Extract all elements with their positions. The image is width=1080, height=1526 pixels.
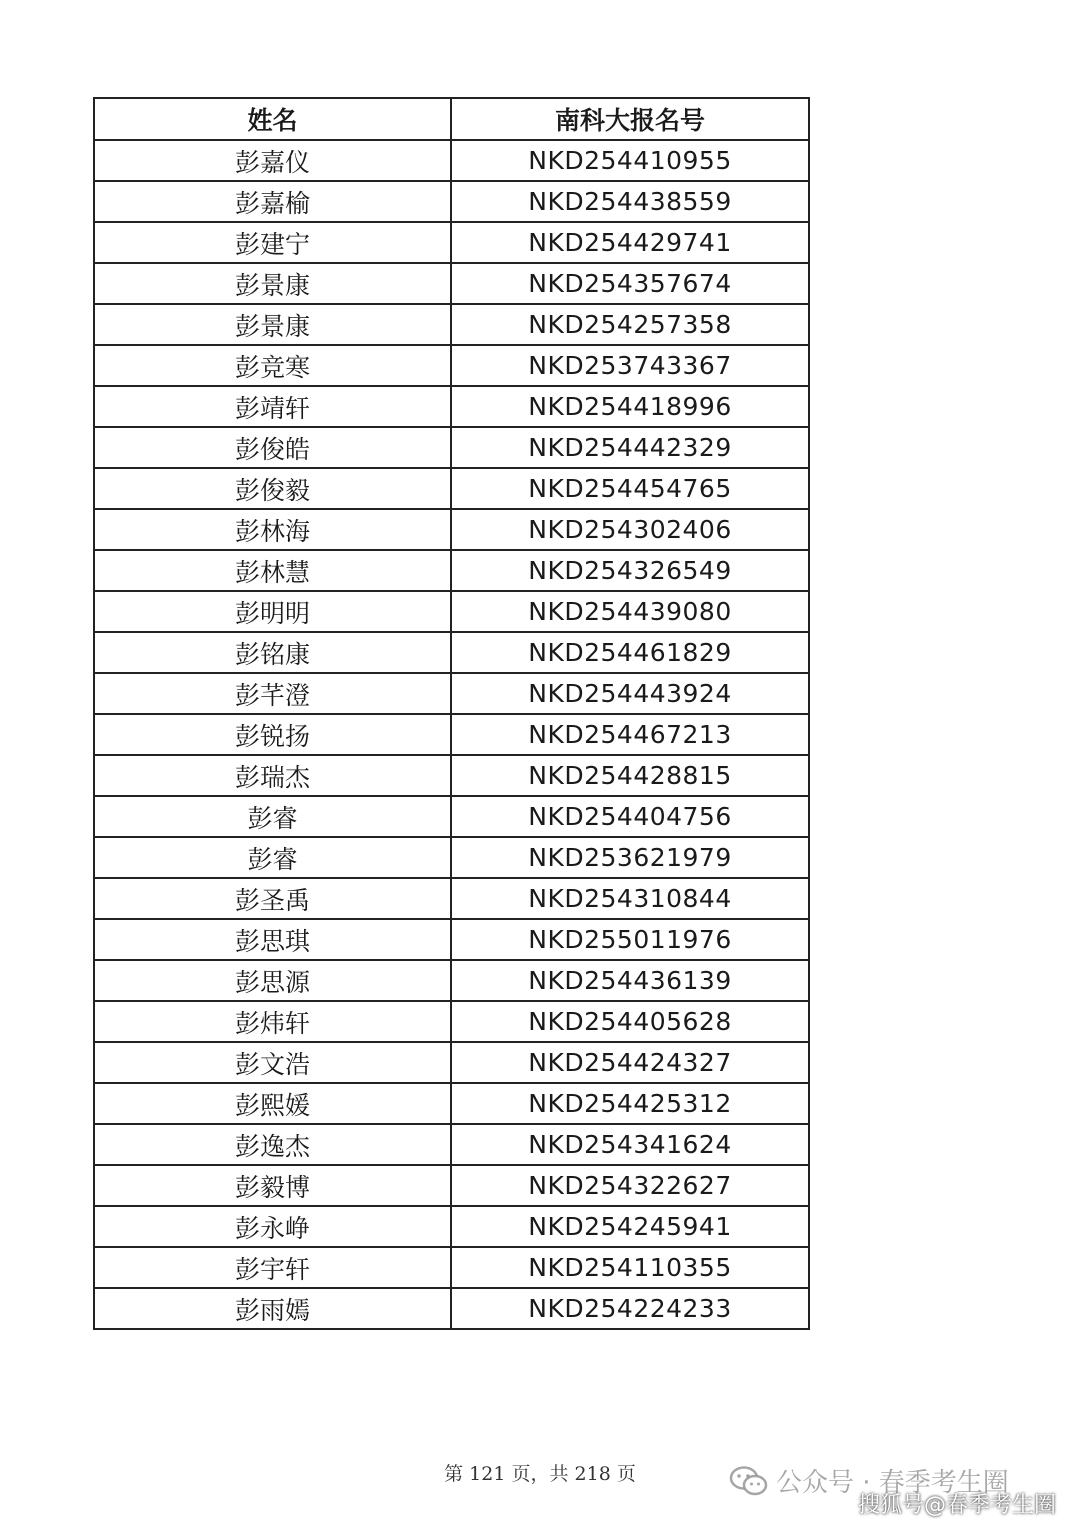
page-number: 第 121 页，共 218 页 <box>444 1463 636 1485</box>
name-cell: 彭圣禹 <box>94 878 451 919</box>
registration-number-cell: NKD254245941 <box>451 1206 809 1247</box>
table-row <box>94 304 809 345</box>
table-row <box>94 1288 809 1329</box>
table-row <box>94 263 809 304</box>
registration-number-cell: NKD254429741 <box>451 222 809 263</box>
registration-number-cell: NKD254322627 <box>451 1165 809 1206</box>
table-row <box>94 181 809 222</box>
name-cell: 彭明明 <box>94 591 451 632</box>
name-cell: 彭竞寒 <box>94 345 451 386</box>
table-row <box>94 1001 809 1042</box>
table-row <box>94 550 809 591</box>
table-row <box>94 509 809 550</box>
name-cell: 彭思源 <box>94 960 451 1001</box>
registration-number-cell: NKD254436139 <box>451 960 809 1001</box>
name-cell: 彭熙媛 <box>94 1083 451 1124</box>
name-cell: 彭睿 <box>94 837 451 878</box>
name-cell: 彭嘉仪 <box>94 140 451 181</box>
name-cell: 彭林海 <box>94 509 451 550</box>
table-row <box>94 222 809 263</box>
table-header-row <box>94 98 809 140</box>
name-cell: 彭逸杰 <box>94 1124 451 1165</box>
registration-number-cell: NKD255011976 <box>451 919 809 960</box>
table-row <box>94 1042 809 1083</box>
registration-number-cell: NKD254454765 <box>451 468 809 509</box>
table-row <box>94 714 809 755</box>
name-cell: 彭俊毅 <box>94 468 451 509</box>
name-cell: 彭景康 <box>94 304 451 345</box>
registration-number-cell: NKD254443924 <box>451 673 809 714</box>
name-cell: 彭雨嫣 <box>94 1288 451 1329</box>
registration-number-cell: NKD254438559 <box>451 181 809 222</box>
table-row <box>94 1165 809 1206</box>
name-cell: 彭芊澄 <box>94 673 451 714</box>
name-cell: 彭嘉榆 <box>94 181 451 222</box>
registration-number-cell: NKD254110355 <box>451 1247 809 1288</box>
registration-number-cell: NKD254326549 <box>451 550 809 591</box>
registration-number-cell: NKD254442329 <box>451 427 809 468</box>
column-header-name: 姓名 <box>94 98 451 140</box>
registration-number-cell: NKD254257358 <box>451 304 809 345</box>
name-cell: 彭宇轩 <box>94 1247 451 1288</box>
table-row <box>94 1124 809 1165</box>
registration-number-cell: NKD254357674 <box>451 263 809 304</box>
registration-number-cell: NKD254310844 <box>451 878 809 919</box>
table-row <box>94 427 809 468</box>
sohu-watermark: 搜狐号@春季考生圈 <box>858 1493 1057 1518</box>
registration-number-cell: NKD254404756 <box>451 796 809 837</box>
table-row <box>94 345 809 386</box>
table-row <box>94 632 809 673</box>
table-row <box>94 960 809 1001</box>
name-cell: 彭永峥 <box>94 1206 451 1247</box>
registration-number-cell: NKD254302406 <box>451 509 809 550</box>
name-cell: 彭建宁 <box>94 222 451 263</box>
table-row <box>94 386 809 427</box>
registration-number-cell: NKD254461829 <box>451 632 809 673</box>
registration-number-cell: NKD254439080 <box>451 591 809 632</box>
registration-number-cell: NKD253743367 <box>451 345 809 386</box>
registration-number-cell: NKD254467213 <box>451 714 809 755</box>
name-cell: 彭思琪 <box>94 919 451 960</box>
name-cell: 彭毅博 <box>94 1165 451 1206</box>
registration-number-cell: NKD254224233 <box>451 1288 809 1329</box>
name-cell: 彭景康 <box>94 263 451 304</box>
table-row <box>94 796 809 837</box>
wechat-watermark-text: 公众号 · 春季考生圈 <box>776 1468 1009 1498</box>
table-row <box>94 878 809 919</box>
registration-table <box>93 97 810 1330</box>
table-row <box>94 837 809 878</box>
name-cell: 彭俊皓 <box>94 427 451 468</box>
table-row <box>94 140 809 181</box>
registration-number-cell: NKD254341624 <box>451 1124 809 1165</box>
table-row <box>94 591 809 632</box>
registration-number-cell: NKD253621979 <box>451 837 809 878</box>
column-header-registration-number: 南科大报名号 <box>451 98 809 140</box>
registration-number-cell: NKD254428815 <box>451 755 809 796</box>
name-cell: 彭锐扬 <box>94 714 451 755</box>
table-row <box>94 755 809 796</box>
name-cell: 彭睿 <box>94 796 451 837</box>
table-row <box>94 468 809 509</box>
name-cell: 彭瑞杰 <box>94 755 451 796</box>
registration-number-cell: NKD254424327 <box>451 1042 809 1083</box>
name-cell: 彭铭康 <box>94 632 451 673</box>
table-body <box>94 140 809 1329</box>
name-cell: 彭炜轩 <box>94 1001 451 1042</box>
registration-number-cell: NKD254425312 <box>451 1083 809 1124</box>
name-cell: 彭文浩 <box>94 1042 451 1083</box>
registration-number-cell: NKD254418996 <box>451 386 809 427</box>
name-cell: 彭林慧 <box>94 550 451 591</box>
wechat-icon <box>728 1465 770 1497</box>
table-row <box>94 1083 809 1124</box>
name-cell: 彭靖轩 <box>94 386 451 427</box>
table-row <box>94 673 809 714</box>
registration-number-cell: NKD254405628 <box>451 1001 809 1042</box>
registration-number-cell: NKD254410955 <box>451 140 809 181</box>
table-row <box>94 919 809 960</box>
table-row <box>94 1206 809 1247</box>
table-row <box>94 1247 809 1288</box>
